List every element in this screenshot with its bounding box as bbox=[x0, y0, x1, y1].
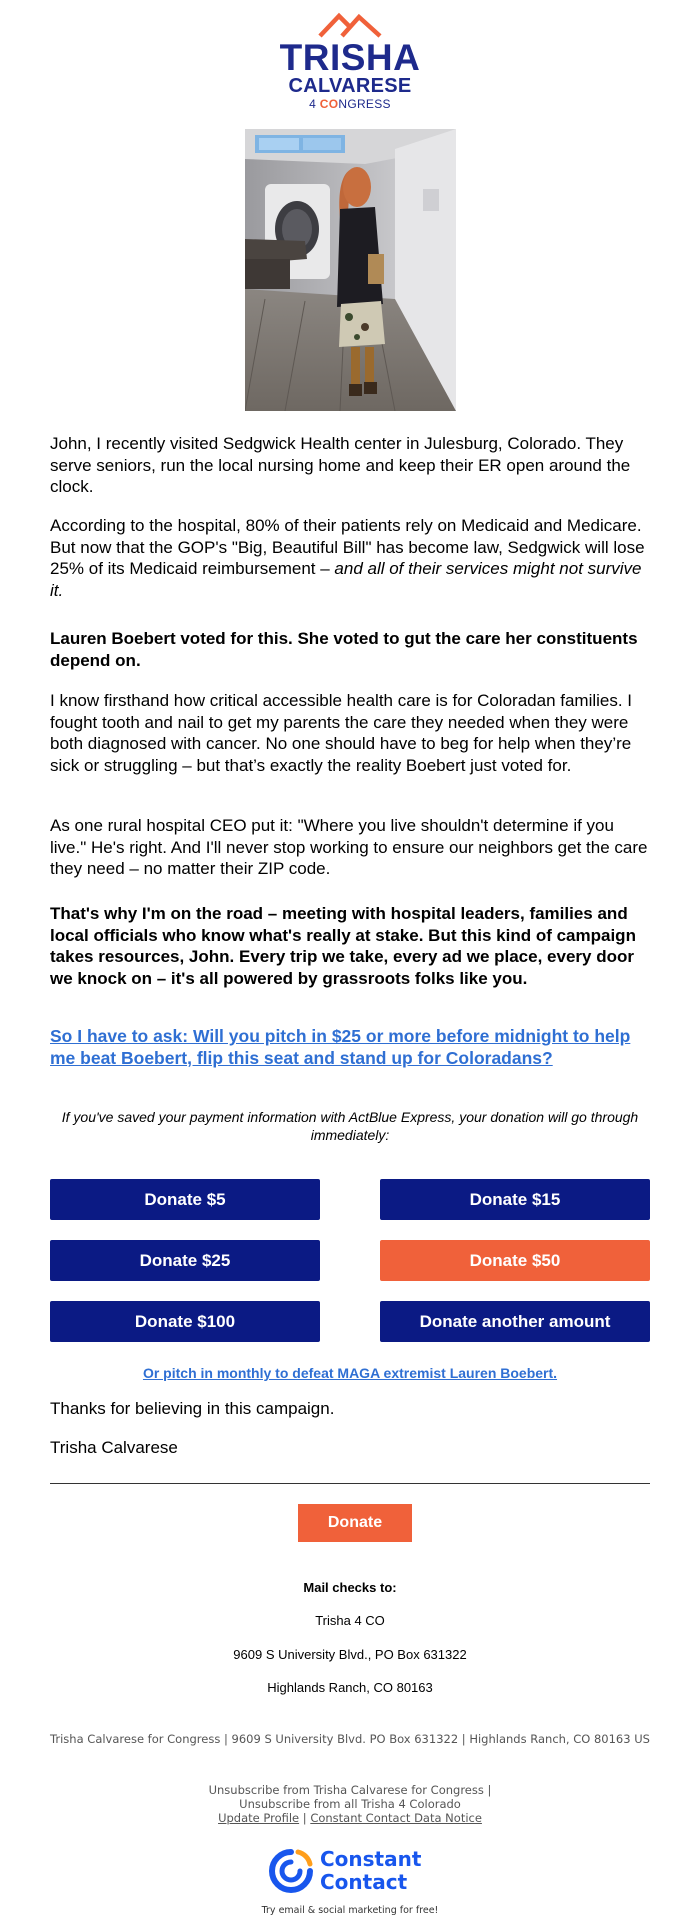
footer-links bbox=[50, 1783, 650, 1825]
cta-donate-link[interactable]: So I have to ask: Will you pitch in $25 or more before midnight to help me beat Boebert, flip this seat and stand up for Coloradans? bbox=[50, 1026, 631, 1068]
thanks-line: Thanks for believing in this campaign. bbox=[50, 1399, 335, 1418]
footer-address: Trisha Calvarese for Congress | 9609 S University Blvd. PO Box 631322 | Highlands Ranch, CO 80163 US bbox=[50, 1732, 650, 1746]
data-notice-link[interactable]: Constant Contact Data Notice bbox=[310, 1811, 482, 1825]
constant-contact-wordmark: Constant Contact bbox=[320, 1847, 422, 1894]
logo-tagline: 4 CONGRESS bbox=[309, 97, 391, 111]
body-paragraph-ceo-quote: As one rural hospital CEO put it: "Where you live shouldn't determine if you live." He's right. And I'll never stop working to ensure our neighbors get the care they need – no matter their ZIP code. bbox=[50, 816, 648, 878]
hospital-visit-photo bbox=[245, 129, 456, 411]
body-paragraph-family: I know firsthand how critical accessible health care is for Coloradan families. I fought tooth and nail to get my parents the care they needed when they were both diagnosed with cancer. No one should have to beg for help when they’re sick or struggling – but that’s exactly the reality Boebert just voted for. bbox=[50, 691, 633, 775]
logo-last-name: CALVARESE bbox=[288, 75, 412, 97]
constant-contact-icon bbox=[268, 1848, 314, 1894]
donate-25-button[interactable]: Donate $25 bbox=[50, 1240, 320, 1281]
constant-contact-logo[interactable] bbox=[268, 1848, 438, 1896]
body-paragraph-boebert: Lauren Boebert voted for this. She voted to gut the care her constituents depend on. bbox=[50, 629, 638, 670]
mail-city: Highlands Ranch, CO 80163 bbox=[267, 1680, 433, 1695]
body-paragraph-on-the-road: That's why I'm on the road – meeting with hospital leaders, families and local officials who know what's really at stake. But this kind of campaign takes resources, John. Every trip we take, every ad we place, every door we knock on – it's all powered by grassroots folks like you. bbox=[50, 904, 636, 988]
body-paragraph-1: John, I recently visited Sedgwick Health center in Julesburg, Colorado. They serve seniors, run the local nursing home and keep their ER open around the clock. bbox=[50, 434, 631, 496]
donate-50-button[interactable]: Donate $50 bbox=[380, 1240, 650, 1281]
donate-button[interactable]: Donate bbox=[298, 1504, 412, 1542]
monthly-donation-link[interactable]: Or pitch in monthly to defeat MAGA extremist Lauren Boebert. bbox=[142, 1365, 558, 1381]
mountain-logo-icon bbox=[317, 10, 383, 38]
signature-name: Trisha Calvarese bbox=[50, 1438, 178, 1457]
cta-paragraph bbox=[50, 1026, 650, 1069]
mail-street: 9609 S University Blvd., PO Box 631322 bbox=[233, 1647, 467, 1662]
constant-contact-tagline: Try email & social marketing for free! bbox=[261, 1905, 439, 1916]
campaign-logo bbox=[0, 10, 700, 111]
mail-recipient: Trisha 4 CO bbox=[315, 1613, 385, 1628]
update-profile-link[interactable]: Update Profile bbox=[218, 1811, 300, 1825]
donate-100-button[interactable]: Donate $100 bbox=[50, 1301, 320, 1342]
divider bbox=[50, 1483, 650, 1484]
donate-15-button[interactable]: Donate $15 bbox=[380, 1179, 650, 1220]
body-paragraph-2: According to the hospital, 80% of their patients rely on Medicaid and Medicare. But now that the GOP's "Big, Beautiful Bill" has become law, Sedgwick will lose 25% of its Medicaid reimbursement – and all of their services might not survive it. bbox=[50, 516, 645, 600]
mail-checks-heading: Mail checks to: bbox=[303, 1580, 397, 1595]
unsubscribe-campaign-link[interactable]: Unsubscribe from Trisha Calvarese for Congress | bbox=[208, 1783, 492, 1797]
logo-first-name: TRISHA bbox=[279, 37, 421, 78]
actblue-express-note: If you've saved your payment information with ActBlue Express, your donation will go through immediately: bbox=[61, 1109, 639, 1143]
unsubscribe-all-link[interactable]: Unsubscribe from all Trisha 4 Colorado bbox=[239, 1797, 461, 1811]
photo-illustration bbox=[245, 129, 456, 411]
footer-separator: | bbox=[302, 1811, 307, 1825]
donate-other-amount-button[interactable]: Donate another amount bbox=[380, 1301, 650, 1342]
donate-5-button[interactable]: Donate $5 bbox=[50, 1179, 320, 1220]
